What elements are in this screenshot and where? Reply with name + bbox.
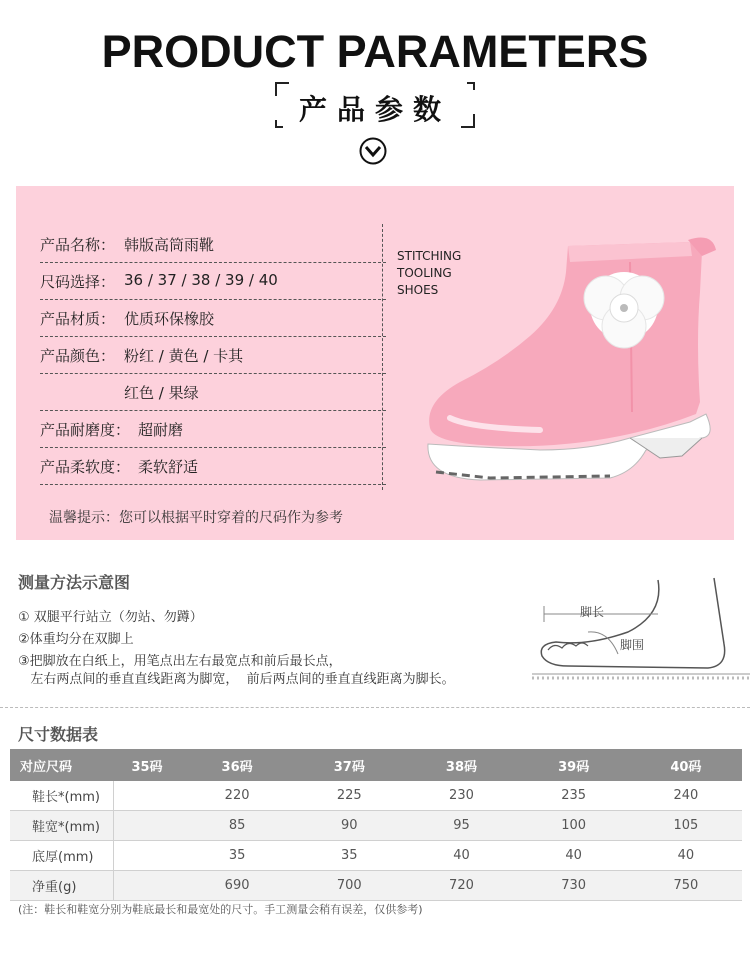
table-cell: 鞋宽*(mm) [10,811,113,841]
stitch-line: STITCHING [397,249,462,263]
table-header-cell: 对应尺码 [10,749,113,781]
size-table-title: 尺寸数据表 [18,725,99,744]
param-label: 尺码选择： [40,273,116,291]
title-cn-frame [275,82,475,128]
table-cell: 240 [630,781,742,811]
table-cell: 230 [405,781,517,811]
table-cell: 220 [181,781,293,811]
param-value: 粉红 / 黄色 / 卡其 [124,347,244,365]
table-cell: 700 [293,871,405,901]
size-tip: 温馨提示：您可以根据平时穿着的尺码作为参考 [49,510,343,526]
param-row-color-cont [40,376,386,411]
table-header-cell: 37码 [293,749,405,781]
foot-diagram [528,574,750,686]
table-header-cell: 36码 [181,749,293,781]
table-cell: 690 [181,871,293,901]
param-value: 36 / 37 / 38 / 39 / 40 [124,271,278,289]
stitch-line: SHOES [397,283,439,297]
param-row-name [40,228,386,263]
table-row [10,811,742,841]
param-value: 柔软舒适 [138,458,199,476]
chevron-down-icon [359,137,387,165]
table-cell: 90 [293,811,405,841]
table-row [10,841,742,871]
table-header-cell: 35码 [113,749,181,781]
table-cell: 225 [293,781,405,811]
table-cell: 85 [181,811,293,841]
param-row-size [40,265,386,300]
param-label: 产品颜色： [40,347,116,365]
measure-section-title: 测量方法示意图 [18,573,131,592]
table-cell: 净重(g) [10,871,113,901]
table-cell: 100 [518,811,630,841]
table-row [10,871,742,901]
table-cell: 730 [518,871,630,901]
table-cell: 35 [293,841,405,871]
section-divider [0,707,750,708]
table-header-cell: 40码 [630,749,742,781]
table-header-cell: 39码 [518,749,630,781]
size-note: (注：鞋长和鞋宽分别为鞋底最长和最宽处的尺寸。手工测量会稍有误差，仅供参考) [18,903,423,916]
table-cell [113,871,181,901]
size-table [10,749,742,901]
measure-step: ① 双腿平行站立（勿站、勿蹲） [18,610,203,625]
param-label: 产品柔软度： [40,458,131,476]
stitch-line: TOOLING [397,266,452,280]
table-cell: 底厚(mm) [10,841,113,871]
table-cell: 750 [630,871,742,901]
table-header-cell: 38码 [405,749,517,781]
table-cell [113,781,181,811]
table-cell: 40 [405,841,517,871]
param-row-softness [40,450,386,485]
measure-step: 左右两点间的垂直直线距离为脚宽， 前后两点间的垂直直线距离为脚长。 [18,672,455,687]
foot-girth-label: 脚围 [620,638,645,652]
table-cell: 35 [181,841,293,871]
table-cell: 40 [518,841,630,871]
table-header-row [10,749,742,781]
param-value: 红色 / 果绿 [124,384,199,402]
table-cell: 95 [405,811,517,841]
table-cell: 105 [630,811,742,841]
foot-length-label: 脚长 [580,605,605,619]
panel-divider [382,224,383,490]
table-row [10,781,742,811]
table-cell: 720 [405,871,517,901]
param-value: 韩版高筒雨靴 [124,236,215,254]
table-cell [113,841,181,871]
param-value: 优质环保橡胶 [124,310,215,328]
param-value: 超耐磨 [138,421,184,439]
param-row-material [40,302,386,337]
param-label: 产品耐磨度： [40,421,131,439]
param-row-color [40,339,386,374]
table-cell: 40 [630,841,742,871]
param-label: 产品名称： [40,236,116,254]
page-title-en: PRODUCT PARAMETERS [101,26,649,77]
pink-rain-boot-image [420,232,720,488]
measure-step: ②体重均分在双脚上 [18,632,134,647]
param-row-wear [40,413,386,448]
table-cell [113,811,181,841]
page-title-cn: 产品参数 [298,93,451,126]
table-cell: 235 [518,781,630,811]
param-label: 产品材质： [40,310,116,328]
measure-step: ③把脚放在白纸上，用笔点出左右最宽点和前后最长点， [18,654,342,669]
table-cell: 鞋长*(mm) [10,781,113,811]
